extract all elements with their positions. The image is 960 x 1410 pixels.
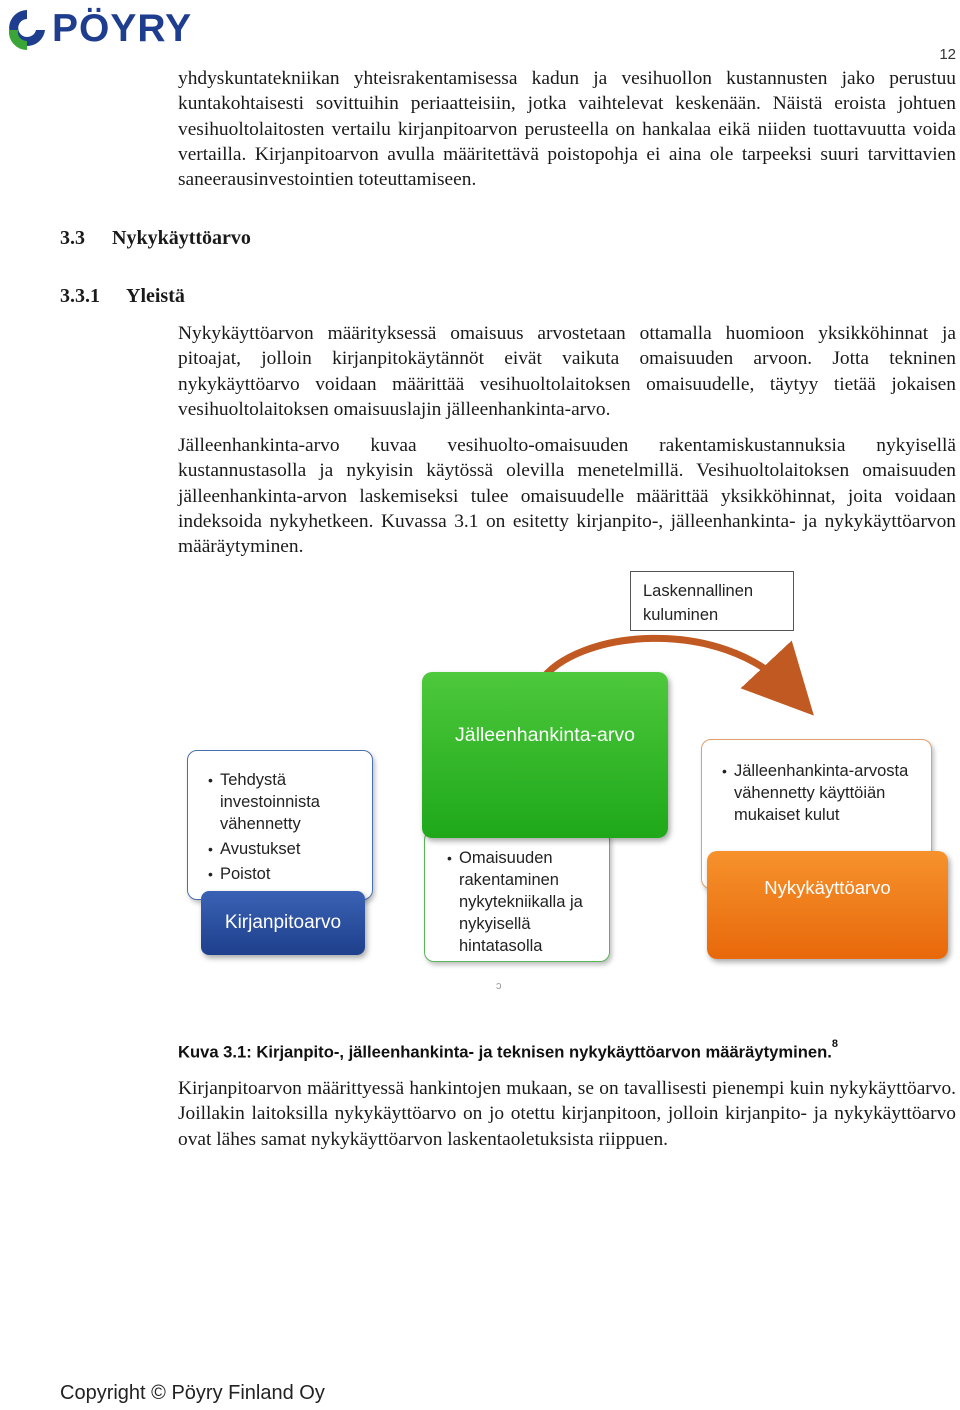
- book-value-card: [187, 750, 373, 900]
- list-item: • Tehdystä investoinnista vähennetty: [208, 769, 362, 835]
- intro-paragraph: yhdyskuntatekniikan yhteisrakentamisessa kadun ja vesihuollon kustannusten jako perustuu kuntakohtaisesti sovittuihin periaatteisiin, jotka vaihtelevat keskenään. Näistä eroista johtuen vesihuoltolaitosten vertailu kirjanpitoarvon perusteella on hankalaa eikä niiden tuottavuutta voida vertailla. Kirjanpitoarvon avulla määritettävä poistopohja ei aina ole tarpeeksi suuri tarvittavien saneerausinvestointien toteuttamiseen.: [178, 68, 956, 191]
- page-number: 12: [939, 46, 956, 63]
- paragraph-valuation: Nykykäyttöarvon määrityksessä omaisuus arvostetaan ottamalla huomioon yksikköhinnat ja pitoajat, jolloin kirjanpitokäytännöt eivät vaikuta omaisuuden arvoon. Jotta tekninen nykykäyttöarvo voidaan määrittää vesihuoltolaitoksen omaisuudelle, täytyy tietää jokaisen vesihuoltolaitoksen omaisuuslajin jälleenhankinta-arvo.: [178, 323, 956, 420]
- current-use-value-box: Nykykäyttöarvo: [707, 851, 948, 959]
- list-item: • Avustukset: [208, 838, 362, 860]
- stray-mark: ↄ: [496, 980, 502, 992]
- paragraph-replacement-value: Jälleenhankinta-arvo kuvaa vesihuolto-omaisuuden rakentamiskustannuksia nykyisellä kustannustasolla ja nykyisin käytössä olevilla menetelmillä. Vesihuoltolaitoksen omaisuuden jälleenhankinta-arvon laskemiseksi tulee omaisuudelle määrittää yksikköhinnat, joita voidaan indeksoida nykyhetkeen. Kuvassa 3.1 on esitetty kirjanpito-, jälleenhankinta- ja nykykäyttöarvon määräytyminen.: [178, 435, 956, 558]
- footer-copyright: Copyright © Pöyry Finland Oy: [60, 1382, 325, 1404]
- callout-line: kuluminen: [643, 606, 719, 624]
- footnote-marker: 8: [831, 1038, 838, 1050]
- callout-depreciation: [630, 571, 794, 631]
- replacement-value-box: Jälleenhankinta-arvo: [422, 672, 668, 838]
- paragraph-book-value: Kirjanpitoarvon määrittyessä hankintojen mukaan, se on tavallisesti pienempi kuin nykykäyttöarvo. Joillakin laitoksilla nykykäyttöarvo on jo otettu kirjanpitoon, jolloin kirjanpito- ja nykykäyttöarvo ovat lähes samat nykykäyttöarvon laskentaoletuksista riippuen.: [178, 1078, 956, 1150]
- section-title: Nykykäyttöarvo: [112, 227, 251, 249]
- replacement-value-card: [424, 830, 610, 962]
- section-number: 3.3: [60, 227, 85, 249]
- list-item: • Poistot: [208, 863, 362, 885]
- section-number: 3.3.1: [60, 285, 100, 307]
- figure-caption: [178, 1038, 948, 1063]
- section-title: Yleistä: [126, 285, 185, 307]
- book-value-box: Kirjanpitoarvo: [201, 891, 365, 955]
- list-item: • Jälleenhankinta-arvosta vähennetty käyttöiän mukaiset kulut: [722, 760, 923, 826]
- logo-text: PÖYRY: [52, 7, 193, 50]
- caption-text: Kuva 3.1: Kirjanpito-, jälleenhankinta- ja teknisen nykykäyttöarvon määräytyminen.: [178, 1042, 832, 1062]
- callout-line: Laskennallinen: [643, 582, 754, 600]
- list-item: • Omaisuuden rakentaminen nykytekniikalla ja nykyisellä hintatasolla: [447, 847, 601, 957]
